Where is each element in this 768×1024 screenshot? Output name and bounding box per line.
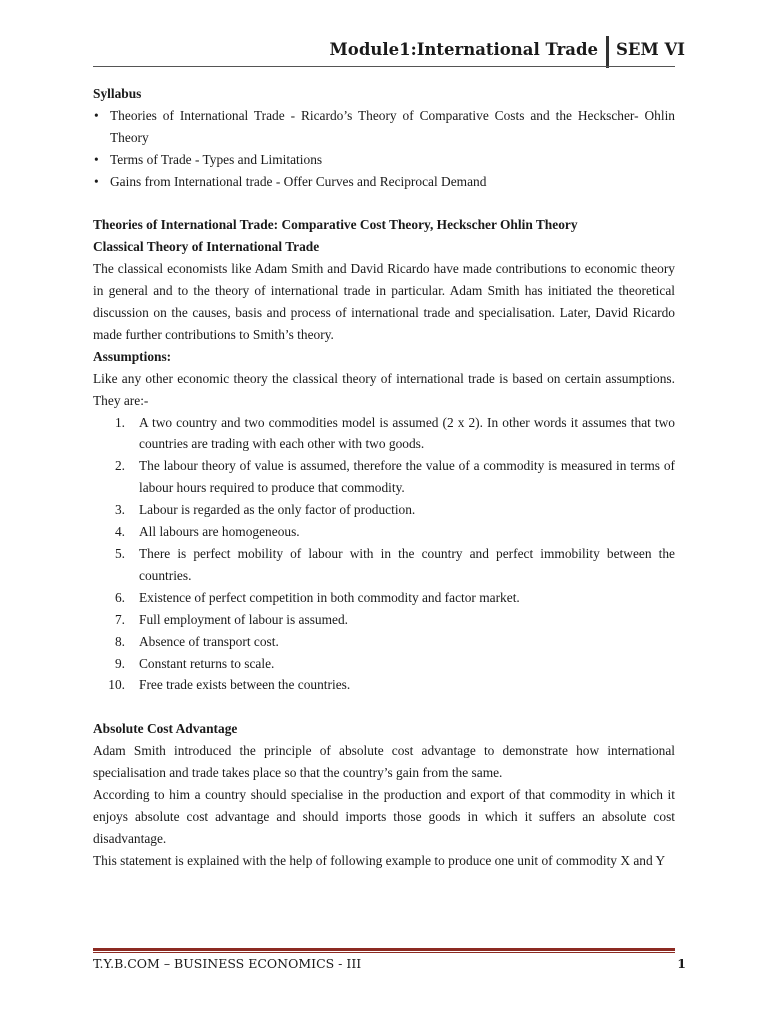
item-text: Constant returns to scale. (139, 655, 275, 671)
item-number: 6. (114, 589, 125, 605)
item-number: 1. (114, 414, 125, 430)
header-rule (93, 66, 675, 67)
assumption-item (93, 455, 675, 499)
absolute-paragraph-1: Adam Smith introduced the principle of absolute cost advantage to demonstrate how international specialisation and trade takes place so that the country’s gain from the same. (93, 743, 675, 781)
item-number: 9. (114, 655, 125, 671)
item-text: Free trade exists between the countries. (139, 677, 351, 693)
footer-rule-thick (93, 948, 675, 951)
syllabus-item: • Theories of International Trade - Ricardo’s Theory of Comparative Costs and the Heckscher- Ohlin Theory (93, 105, 675, 149)
document-body (93, 83, 675, 872)
header-title: Module1:International Trade (329, 40, 598, 59)
item-number: 10. (108, 677, 125, 693)
item-number: 3. (114, 502, 125, 518)
absolute-heading: Absolute Cost Advantage (93, 721, 238, 737)
item-text: Absence of transport cost. (139, 633, 279, 649)
footer-rule-thin (93, 952, 675, 953)
item-text: Labour is regarded as the only factor of production. (139, 502, 416, 518)
item-text: There is perfect mobility of labour with in the country and perfect immobility between the countries. (139, 546, 675, 583)
assumption-item (93, 587, 675, 609)
theories-heading: Theories of International Trade: Comparative Cost Theory, Heckscher Ohlin Theory (93, 217, 578, 233)
header-semester: SEM VI (616, 40, 686, 59)
spacer (93, 193, 675, 215)
classical-paragraph: The classical economists like Adam Smith and David Ricardo have made contributions to economic theory in general and to the theory of international trade in particular. Adam Smith has initiated the theoretical discussion on the causes, basis and process of international trade and specialisation. Later, David Ricardo made further contributions to Smith’s theory. (93, 261, 675, 342)
assumption-item (93, 674, 675, 696)
item-number: 2. (114, 458, 125, 474)
assumption-item (93, 521, 675, 543)
item-number: 8. (114, 633, 125, 649)
assumption-item (93, 499, 675, 521)
header-divider (606, 36, 609, 68)
assumption-item (93, 653, 675, 675)
classical-heading: Classical Theory of International Trade (93, 239, 320, 255)
assumption-item (93, 543, 675, 587)
assumption-item (93, 609, 675, 631)
assumptions-heading: Assumptions: (93, 348, 172, 364)
syllabus-heading: Syllabus (93, 86, 142, 101)
item-text: The labour theory of value is assumed, therefore the value of a commodity is measured in terms of labour hours required to produce that commodity. (139, 458, 675, 496)
syllabus-item: • Terms of Trade - Types and Limitations (93, 149, 675, 171)
syllabus-item: • Gains from International trade - Offer Curves and Reciprocal Demand (93, 171, 675, 193)
item-text: A two country and two commodities model is assumed (2 x 2). In other words it assumes that two countries are trading with each other with two goods. (139, 414, 675, 452)
item-number: 7. (114, 611, 125, 627)
page-number: 1 (677, 956, 686, 971)
footer-course: T.Y.B.COM – BUSINESS ECONOMICS - III (93, 956, 362, 971)
assumption-item (93, 631, 675, 653)
item-text: Full employment of labour is assumed. (139, 611, 349, 627)
assumptions-intro: Like any other economic theory the classical theory of international trade is based on certain assumptions. They are:- (93, 370, 675, 408)
item-number: 4. (114, 524, 125, 540)
page-header (0, 36, 768, 68)
assumption-item (93, 412, 675, 456)
absolute-paragraph-2: According to him a country should specialise in the production and export of that commodity in which it enjoys absolute cost advantage and should imports those goods in which it suffers an absolute cost disadvantage. (93, 786, 675, 846)
item-number: 5. (114, 546, 125, 562)
item-text: Existence of perfect competition in both commodity and factor market. (139, 589, 520, 605)
item-text: All labours are homogeneous. (139, 524, 300, 540)
spacer (93, 696, 675, 718)
syllabus-list (93, 105, 675, 193)
absolute-paragraph-3: This statement is explained with the help of following example to produce one unit of commodity X and Y (93, 852, 666, 868)
assumptions-list (93, 412, 675, 697)
